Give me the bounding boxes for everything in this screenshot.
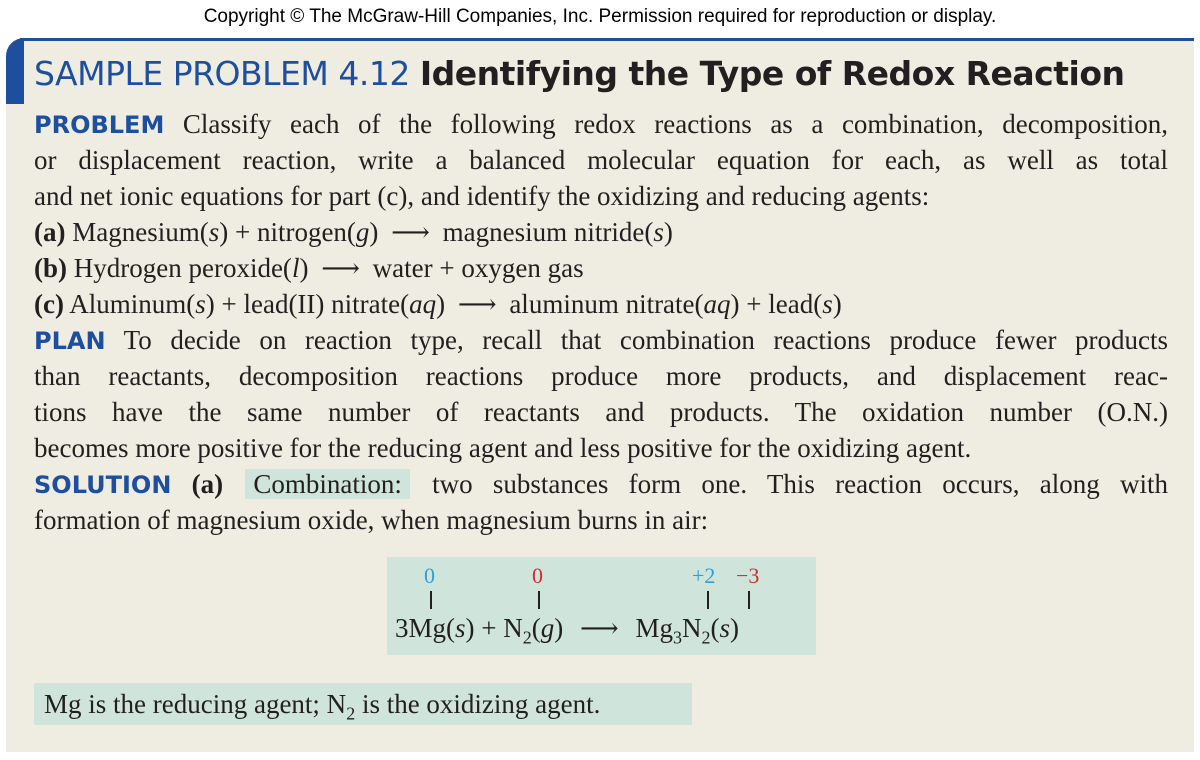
state-s: s [195,289,206,319]
state-s: s [653,217,664,247]
problem-heading: PROBLEM [34,111,165,139]
part-b-product: water + oxygen gas [372,253,584,283]
part-b [34,250,1168,286]
solution-line-1 [34,466,1168,502]
eq-state-g: g [540,613,555,643]
solution-line-2: formation of magnesium oxide, when magnesium burns in air: [34,505,709,535]
eq-sub-2: 2 [522,627,532,648]
part-a [34,214,1168,250]
state-s: s [208,217,220,247]
answer-text-2: is the oxidizing agent. [355,689,601,719]
state-g: g [355,217,370,247]
part-c-plus: ) + lead(II) nitrate( [205,289,410,319]
oxidation-number-mg-product: +2 [692,563,716,588]
balanced-equation [395,613,739,648]
eq-reactant-mg: 3Mg( [395,613,455,643]
problem-number: SAMPLE PROBLEM 4.12 [34,54,410,93]
part-a-plus: ) + nitrogen( [219,217,356,247]
tick-mg-product [707,591,709,609]
combination-highlight: Combination: [245,469,410,499]
eq-sub-3: 3 [672,627,682,648]
eq-product-n: N [681,613,702,643]
problem-line-1 [34,106,1168,142]
state-l: l [291,253,300,283]
reaction-arrow: ⟶ [457,289,497,319]
part-a-label: (a) [34,217,66,247]
part-c [34,286,1168,322]
part-a-end: ) [663,217,673,247]
plan-text-1: To decide on reaction type, recall that combination reactions produce fewer products [123,325,1168,355]
reaction-arrow: ⟶ [391,217,430,247]
part-c-reactant: Aluminum( [69,289,196,319]
tick-n2 [538,591,540,609]
part-a-reactant: Magnesium( [72,217,209,247]
part-c-end: ) [832,289,842,319]
eq-close: ) [554,613,564,643]
state-aq: aq [409,289,437,319]
eq-state-s: s [455,613,466,643]
reaction-arrow: ⟶ [579,613,619,643]
problem-line-2: or displacement reaction, write a balanced molecular equation for each, as well as total [34,145,1168,175]
eq-close: ) [729,613,739,643]
plan-line-3: tions have the same number of reactants and products. The oxidation number (O.N.) [34,397,1168,427]
panel-top-rule [20,38,1194,41]
part-c-plus-2: ) + lead( [730,289,823,319]
reaction-arrow: ⟶ [321,253,360,283]
page-title [34,54,1125,93]
part-b-reactant: Hydrogen peroxide( [73,253,292,283]
part-a-product: magnesium nitride( [442,217,654,247]
solution-part: (a) [191,469,224,499]
panel-accent-bar [6,38,24,104]
part-b-close: ) [299,253,309,283]
eq-open: ( [710,613,720,643]
solution-text-1: two substances form one. This reaction occurs, along with [432,469,1168,499]
eq-plus-n: ) + N [465,613,523,643]
tick-n-product [748,591,750,609]
plan-heading: PLAN [34,327,106,355]
oxidation-number-mg: 0 [424,563,435,588]
eq-state-s: s [719,613,730,643]
plan-line-2: than reactants, decomposition reactions produce more products, and displacement reac- [34,361,1168,391]
eq-open: ( [531,613,541,643]
part-c-close: ) [436,289,446,319]
eq-product-mg: Mg [635,613,673,643]
copyright-notice: Copyright © The McGraw-Hill Companies, Inc. Permission required for reproduction or display. [203,6,997,27]
eq-sub-2: 2 [701,627,711,648]
answer-sub: 2 [346,703,356,724]
answer-text-1: Mg is the reducing agent; N [44,689,347,719]
problem-text-1: Classify each of the following redox reactions as a combination, decomposition, [182,109,1168,139]
part-a-close: ) [369,217,379,247]
oxidation-number-n-product: −3 [736,563,760,588]
oxidation-number-n2: 0 [532,563,543,588]
state-s: s [822,289,833,319]
part-b-label: (b) [34,253,67,283]
plan-line-1 [34,322,1168,358]
problem-name: Identifying the Type of Redox Reaction [419,54,1125,93]
tick-mg [430,591,432,609]
state-aq: aq [703,289,731,319]
part-c-product: aluminum nitrate( [509,289,704,319]
equation-box [387,557,816,655]
plan-line-4: becomes more positive for the reducing agent and less positive for the oxidizing agent. [34,433,972,463]
part-c-label: (c) [34,289,64,319]
solution-heading: SOLUTION [34,471,172,499]
problem-line-3: and net ionic equations for part (c), and identify the oxidizing and reducing agents: [34,181,930,211]
answer-box [34,683,692,725]
